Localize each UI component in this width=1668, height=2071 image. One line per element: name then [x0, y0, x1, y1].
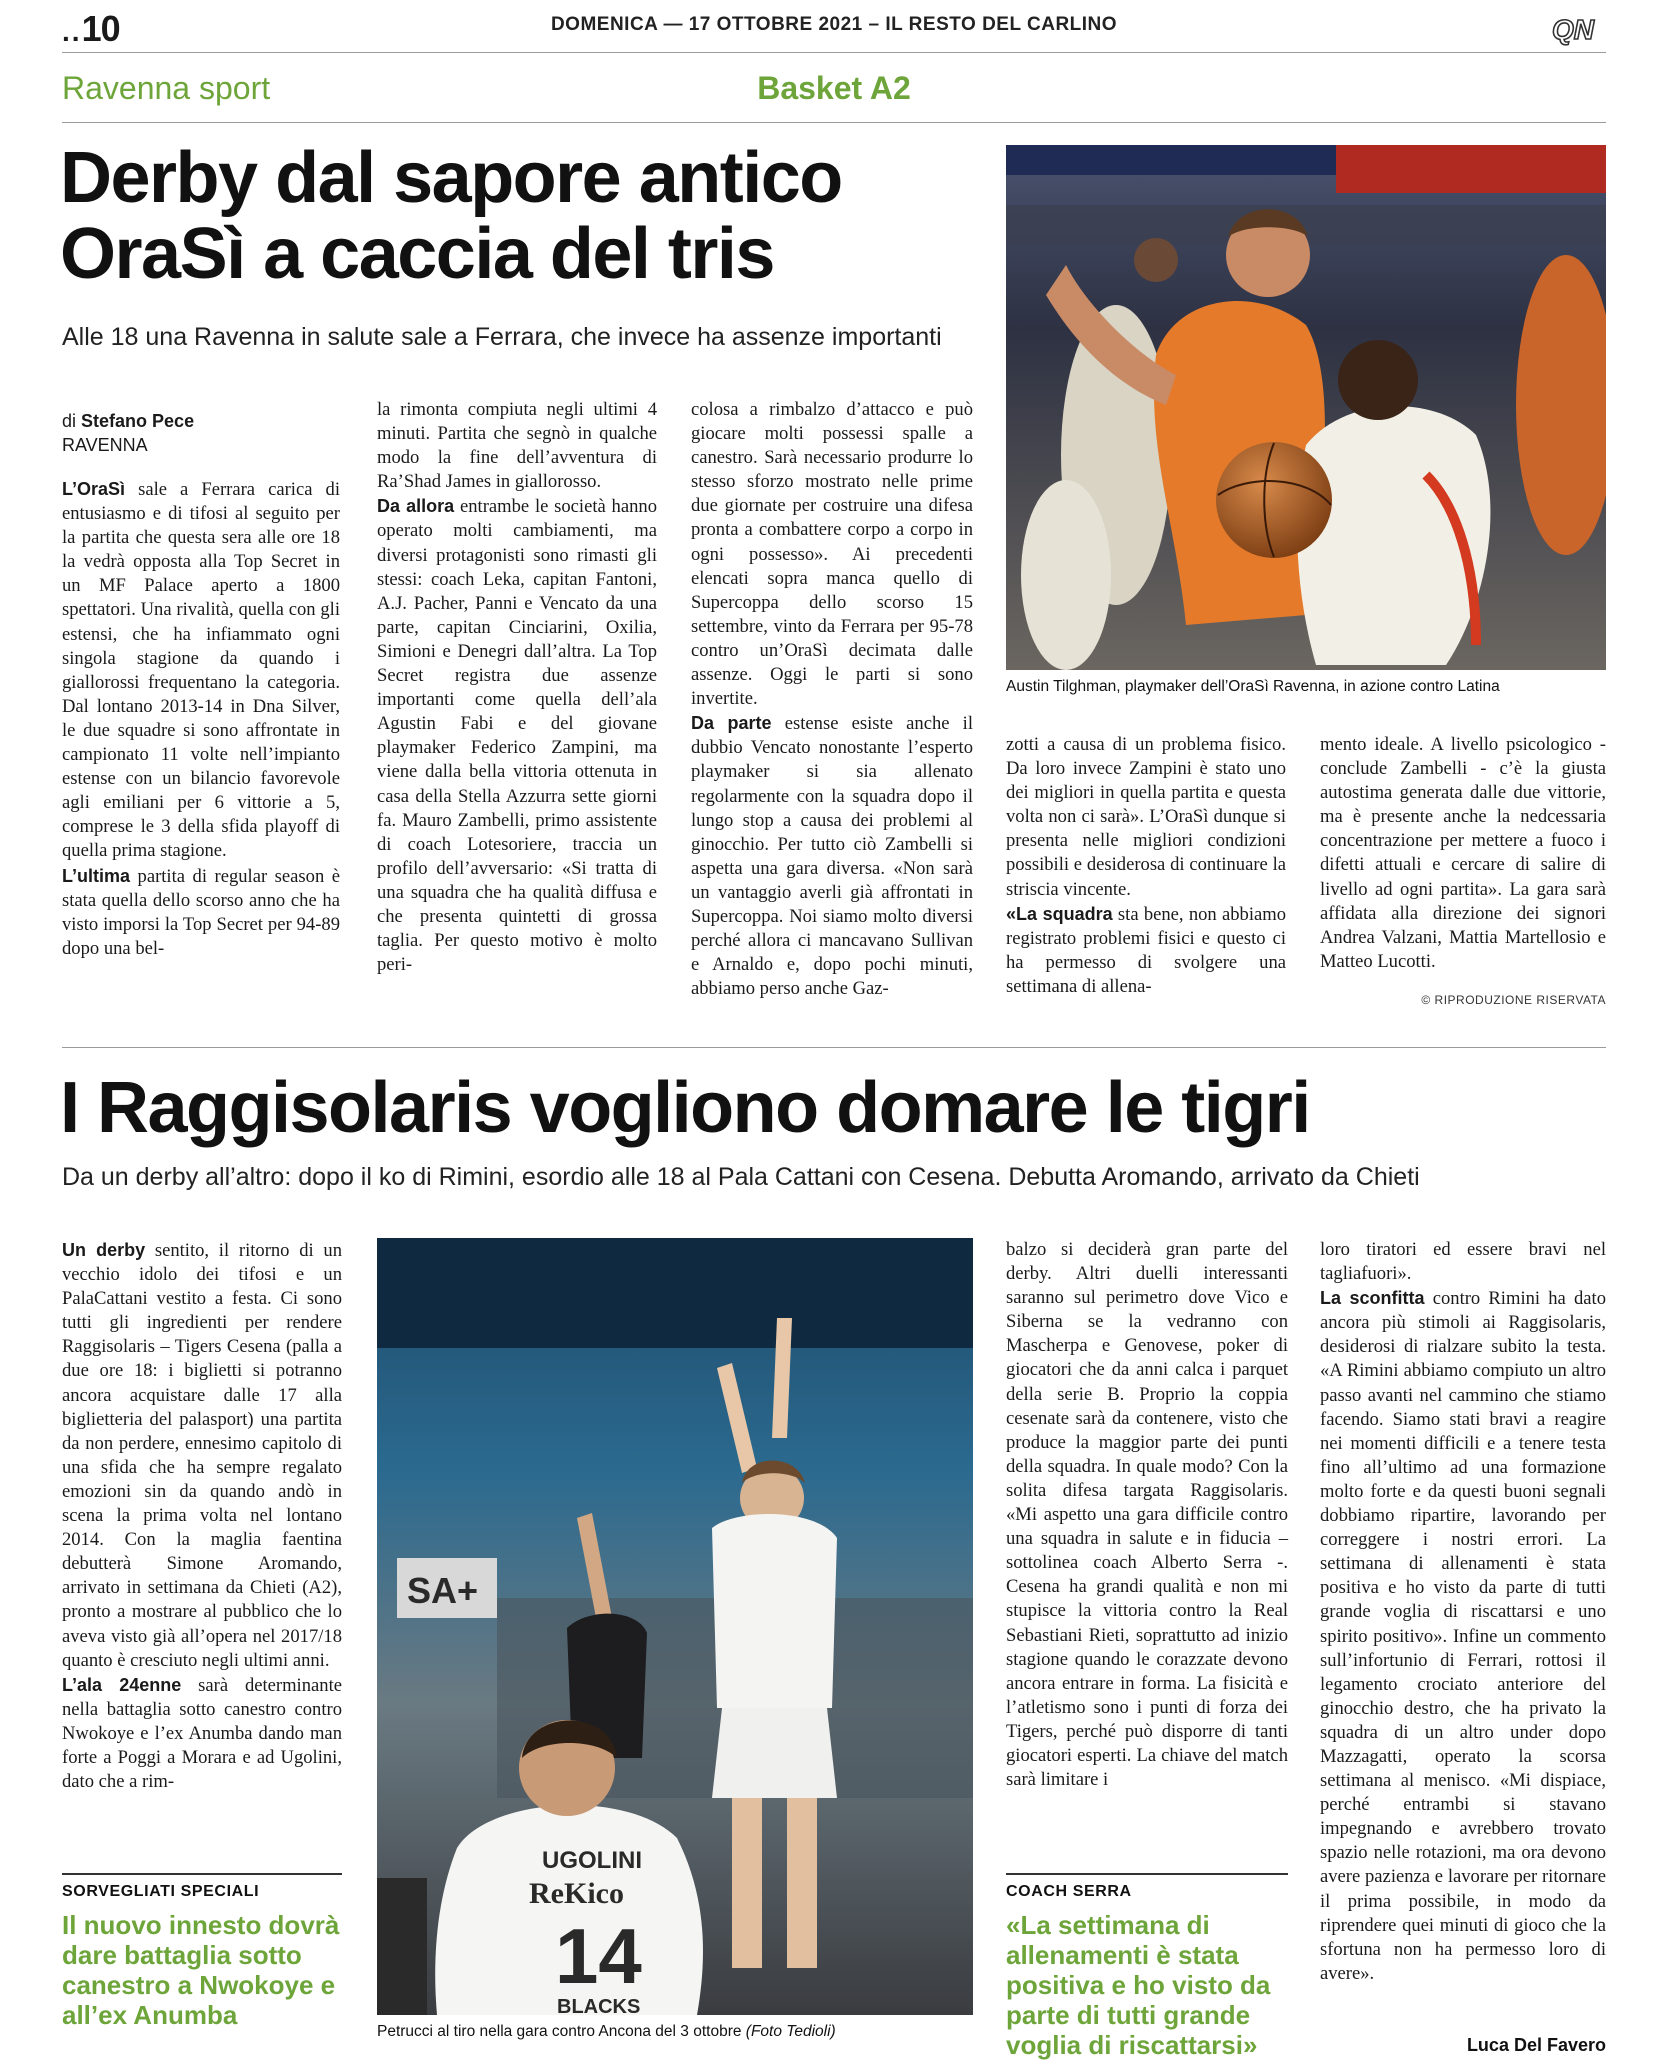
- article1-paragraph: zotti a causa di un problema fisico. Da loro invece Zampini è stato uno dei migliori in quella partita e questa volta non ci sarà». L’OraSì dunque si presenta nelle migliori condizioni possibili e desiderosa di continuare la striscia vincente.: [1006, 734, 1286, 900]
- article2-author-signature: Luca Del Favero: [1466, 2035, 1606, 2055]
- page-number: ..10: [62, 8, 120, 49]
- article1-paragraph: L’ultima partita di regular season è stata quella dello scorso anno che ha visto imporsi la Top Secret per 94-89 dopo una bel-: [62, 865, 340, 959]
- article1-column-2: [377, 398, 657, 977]
- section-kicker: Basket A2: [757, 70, 911, 106]
- article2-subheadline: Da un derby all’altro: dopo il ko di Rimini, esordio alle 18 al Pala Cattani con Cesena. Debutta Aromando, arrivato da Chieti: [62, 1163, 1420, 1191]
- copyright-notice: © RIPRODUZIONE RISERVATA: [1421, 993, 1606, 1007]
- box2-rule: [1006, 1873, 1288, 1875]
- article1-column-4: [1006, 733, 1286, 999]
- article-divider: [62, 1047, 1606, 1048]
- article2-paragraph: balzo si deciderà gran parte del derby. Altri duelli interessanti saranno sul perimetro dove Vico e Siberna se la vedranno con Mascherpa e Genovese, poker di giocatori che da anni calca i parquet della serie B. Proprio la coppia cesenate sarà da contenere, visto che produce la maggior parte dei punti della squadra. In quale modo? Con la solita difesa targata Raggisolaris. «Mi aspetto una gara difficile contro una squadra in salute e in fiducia – sottolinea coach Alberto Serra -. Cesena ha grandi qualità e non mi stupisce la vittoria contro la Real Sebastiani Rieti, soprattutto ad inizio stagione quando le corazzate devono ancora entrare in forma. La fisicità e l’atletismo sono i punti di forza dei Tigers, perché può disporre di tanti giocatori esperti. La chiave del match sarà limitare i: [1006, 1239, 1288, 1791]
- svg-text:SA+: SA+: [407, 1570, 479, 1611]
- article1-headline-line2: OraSì a caccia del tris: [60, 214, 774, 295]
- article1-paragraph: «La squadra sta bene, non abbiamo registrato problemi fisici e questo ci ha permesso di svolgere una settimana di allena-: [1006, 903, 1286, 997]
- article2-paragraph: L’ala 24enne sarà determinante nella battaglia sotto canestro contro Nwokoye e l’ex Anumba dando man forte a Poggi a Morara e ad Ugolini, dato che a rim-: [62, 1674, 342, 1793]
- article2-column-1: [62, 1238, 342, 1794]
- box1-pull-quote: Il nuovo innesto dovrà dare battaglia sotto canestro a Nwokoye e all’ex Anumba: [62, 1910, 340, 2030]
- article2-column-4: [1320, 1238, 1606, 1986]
- svg-text:BLACKS: BLACKS: [557, 1996, 641, 2015]
- article2-column-3: [1006, 1238, 1288, 1792]
- svg-text:UGOLINI: UGOLINI: [542, 1847, 642, 1874]
- article1-column-3: [691, 398, 973, 1001]
- article2-paragraph: loro tiratori ed essere bravi nel tagliafuori».: [1320, 1239, 1606, 1285]
- article1-paragraph: la rimonta compiuta negli ultimi 4 minuti. Partita che segnò in qualche modo la fine dell’avventura di Ra’Shad James in giallorosso.: [377, 399, 657, 493]
- article1-headline: [60, 140, 1020, 293]
- article1-byline: di Stefano Pece: [62, 411, 195, 431]
- article2-photo-caption: Petrucci al tiro nella gara contro Ancona del 3 ottobre (Foto Tedioli): [377, 2023, 836, 2040]
- article1-column-5: [1320, 733, 1606, 974]
- article1-dateline-city: RAVENNA: [62, 435, 148, 455]
- svg-text:14: 14: [555, 1912, 642, 2000]
- article2-paragraph: La sconfitta contro Rimini ha dato ancora più stimoli ai Raggisolaris, desiderosi di rialzare subito la testa. «A Rimini abbiamo compiuto un altro passo avanti nel cammino che stiamo facendo. Siamo stati bravi a reagire nei momenti difficili e a tenere testa fino all’ultimo ad una formazione molto forte e da questi buoni segnali dobbiamo ripartire, lavorando per correggere i nostri errori. La settimana di allenamenti è stata positiva e ho visto da parte di tutti grande voglia di riscattarsi e uno spirito positivo». Infine un commento sull’infortunio di Ferrari, rottosi il legamento crociato anteriore del ginocchio destro, che ha privato la squadra di un altro under dopo Mazzagatti, operato la scorsa settimana al menisco. «Mi dispiace, perché entrambi si stavano impegnando e avrebbero trovato spazio nelle rotazioni, ma ora devono avere pazienza e lavorare per ritornare il prima possibile, in modo da riprendere quei minuti di gioco che la sfortuna non ha permesso loro di avere».: [1320, 1288, 1606, 1984]
- article1-photo-caption: Austin Tilghman, playmaker dell’OraSì Ravenna, in azione contro Latina: [1006, 678, 1500, 695]
- article1-paragraph: Da allora entrambe le società hanno operato molti cambiamenti, ma diversi protagonisti sono rimasti gli stessi: coach Leka, capitan Fantoni, A.J. Pacher, Panni e Vencato da una parte, capitan Cinciarini, Oxilia, Simioni e Denegri dall’altra. La Top Secret registra due assenze importanti come quella dell’ala Agustin Fabi e del giovane playmaker Federico Zampini, ma viene dalla bella vittoria ottenuta in casa della Stella Azzurra sette giorni fa. Mauro Zambelli, primo assistente di coach Lotesoriere, traccia un profilo dell’avversario: «Si tratta di una squadra che ha qualità diffusa e che presenta quintetti di grossa taglia. Per questo motivo è molto peri-: [377, 496, 657, 976]
- section-rule: [62, 122, 1606, 123]
- box1-label: SORVEGLIATI SPECIALI: [62, 1883, 260, 1900]
- article2-headline: I Raggisolaris vogliono domare le tigri: [60, 1068, 1310, 1148]
- dateline: DOMENICA — 17 OTTOBRE 2021 – IL RESTO DEL CARLINO: [550, 14, 1118, 35]
- box2-label: COACH SERRA: [1006, 1883, 1132, 1900]
- masthead-rule: [62, 52, 1606, 53]
- svg-text:QN: QN: [1552, 14, 1594, 45]
- article1-headline-line1: Derby dal sapore antico: [60, 138, 842, 218]
- article1-paragraph: L’OraSì sale a Ferrara carica di entusiasmo e di tifosi al seguito per la partita che questa sera alle ore 18 la vedrà opposta alla Top Secret in un MF Palace aperto a 1800 spettatori. Una rivalità, quella con gli estensi, che ha infiammato ogni singola stagione da quando i giallorossi frequentano la categoria. Dal lontano 2013-14 in Dna Silver, le due squadre si sono affrontate in campionato 11 volte nell’impianto estense con un bilancio favorevole agli emiliani per 6 vittorie a 5, comprese le 3 della sfida playoff di quella prima stagione.: [62, 479, 340, 862]
- article2-photo: [377, 1238, 973, 2015]
- svg-text:ReKico: ReKico: [529, 1877, 624, 1910]
- article1-column-1: [62, 409, 340, 961]
- box1-rule: [62, 1873, 342, 1875]
- article1-paragraph: mento ideale. A livello psicologico - conclude Zambelli - c’è la giusta autostima generata dalle due vittorie, ma è presente anche la nedcessaria concentrazione per mettere a fuoco i difetti attuali e cercare di salire di livello ad ogni partita». La gara sarà affidata alla direzione dei signori Andrea Valzani, Mattia Martellosio e Matteo Lucotti.: [1320, 734, 1606, 972]
- section-label: Ravenna sport: [62, 70, 271, 106]
- article1-paragraph: Da parte estense esiste anche il dubbio Vencato nonostante l’esperto playmaker si sia allenato regolarmente con la squadra dopo il lungo stop a causa dei problemi al ginocchio. Per tutto ciò Zambelli si aspetta una gara diversa. «Non sarà un vantaggio averli già affrontati in Supercoppa. Noi siamo molto diversi perché allora ci mancavano Sullivan e Arnaldo e, dopo pochi minuti, abbiamo perso anche Gaz-: [691, 713, 974, 1000]
- article2-paragraph: Un derby sentito, il ritorno di un vecchio idolo dei tifosi e un PalaCattani vestito a festa. Ci sono tutti gli ingredienti per rendere Raggisolaris – Tigers Cesena (palla a due ore 18: i biglietti si potranno ancora acquistare dalle 17 alla biglietteria del palasport) una partita da non perdere, ennesimo capitolo di una sfida che ha sempre regalato emozioni sin da quando andò in scena la prima volta nel lontano 2014. Con la maglia faentina debutterà Simone Aromando, arrivato in settimana da Chieti (A2), pronto a mostrare al pubblico che lo aveva visto già all’opera nel 2017/18 quanto è cresciuto negli ultimi anni.: [62, 1240, 343, 1671]
- qn-logo: [1540, 12, 1606, 46]
- box2-pull-quote: «La settimana di allenamenti è stata positiva e ho visto da parte di tutti grande voglia di riscattarsi»: [1006, 1910, 1271, 2060]
- article1-subheadline: Alle 18 una Ravenna in salute sale a Ferrara, che invece ha assenze importanti: [62, 323, 942, 351]
- article1-paragraph: colosa a rimbalzo d’attacco e può giocare molti possessi spalle a canestro. Sarà necessario produrre lo stesso sforzo mostrato nelle prime due giornate per costruire una difesa pronta a combattere corpo a corpo in ogni possesso». Ai precedenti elencati sopra manca quello di Supercoppa dello scorso 15 settembre, vinto da Ferrara per 95-78 contro un’OraSì decimata dalle assenze. Oggi le parti si sono invertite.: [691, 399, 973, 710]
- article1-photo: [1006, 145, 1606, 670]
